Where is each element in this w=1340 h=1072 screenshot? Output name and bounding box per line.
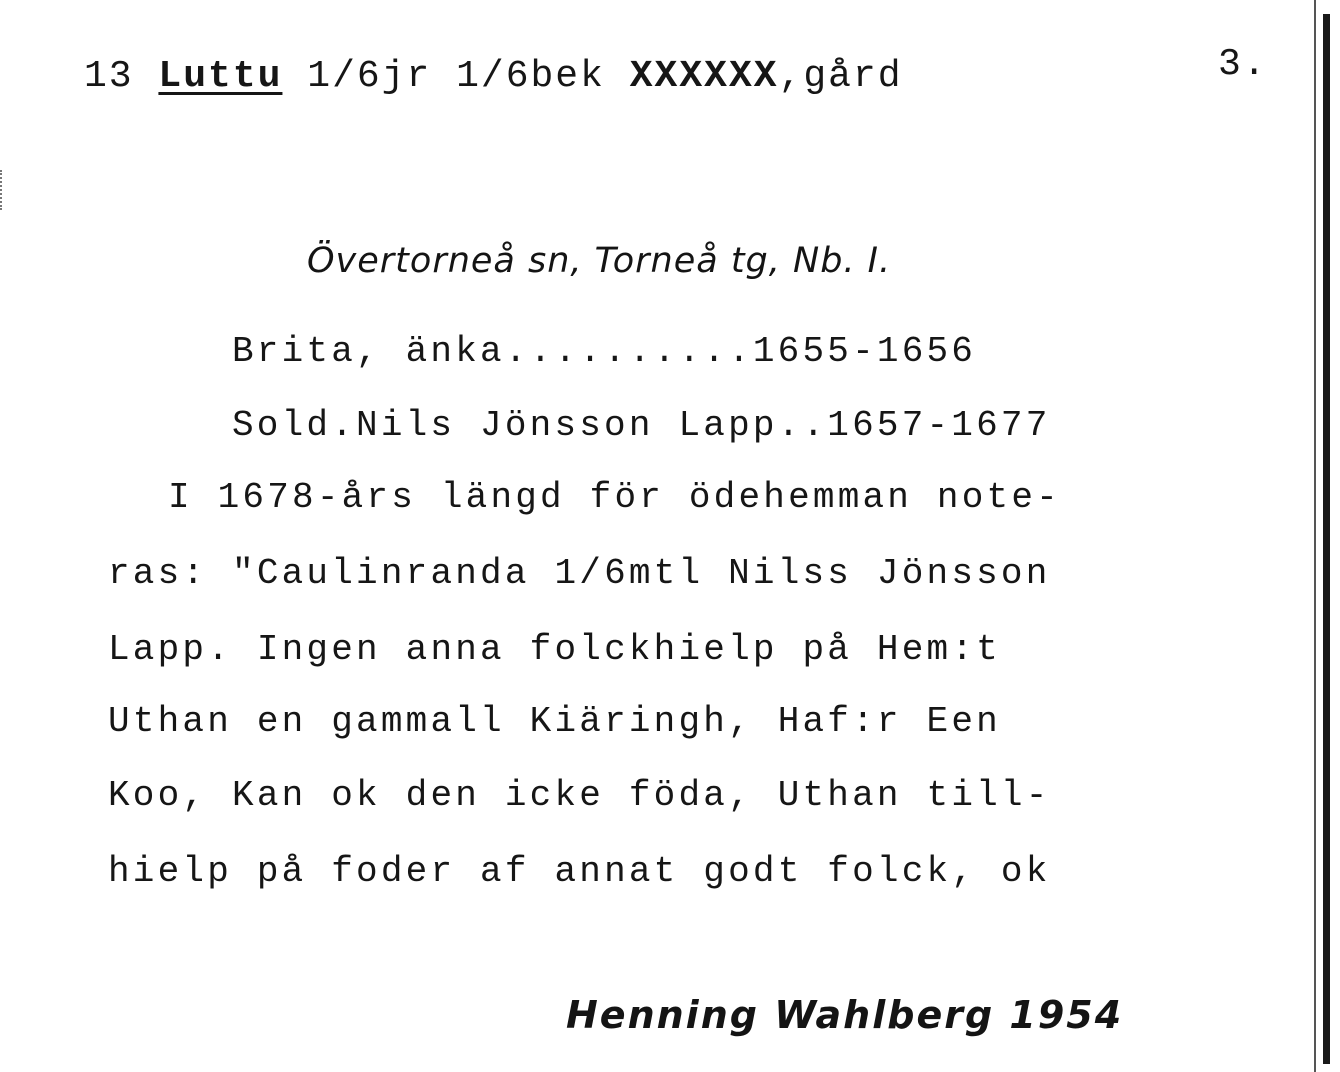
entry-number: 13: [84, 55, 134, 98]
place-name: Luttu: [158, 55, 283, 98]
body-text-line: I 1678-års längd för ödehemman note-: [168, 477, 1061, 518]
card-edge-line: [1314, 0, 1316, 1072]
body-text-line: ras: "Caulinranda 1/6mtl Nilss Jönsson: [108, 553, 1051, 594]
header-suffix: ,gård: [778, 55, 903, 98]
entry-line: Sold.Nils Jönsson Lapp..1657-1677: [232, 405, 1051, 446]
page-number: 3.: [1218, 43, 1268, 86]
parish-heading: Övertorneå sn, Torneå tg, Nb. I.: [307, 241, 892, 281]
scan-specks: [0, 170, 5, 210]
author-signature: Henning Wahlberg 1954: [566, 993, 1124, 1037]
body-text-line: hielp på foder af annat godt folck, ok: [108, 851, 1051, 892]
body-text-line: Koo, Kan ok den icke föda, Uthan till-: [108, 775, 1051, 816]
body-text-line: Lapp. Ingen anna folckhielp på Hem:t: [108, 629, 1001, 670]
entry-line: Brita, änka..........1655-1656: [232, 331, 977, 372]
body-text-line: Uthan en gammall Kiäringh, Haf:r Een: [108, 701, 1001, 742]
struck-out-text: XXXXXX: [629, 55, 779, 98]
card-header-line: [84, 55, 903, 98]
share-values: 1/6jr 1/6bek: [307, 55, 605, 98]
card-edge-shadow: [1323, 14, 1330, 1064]
